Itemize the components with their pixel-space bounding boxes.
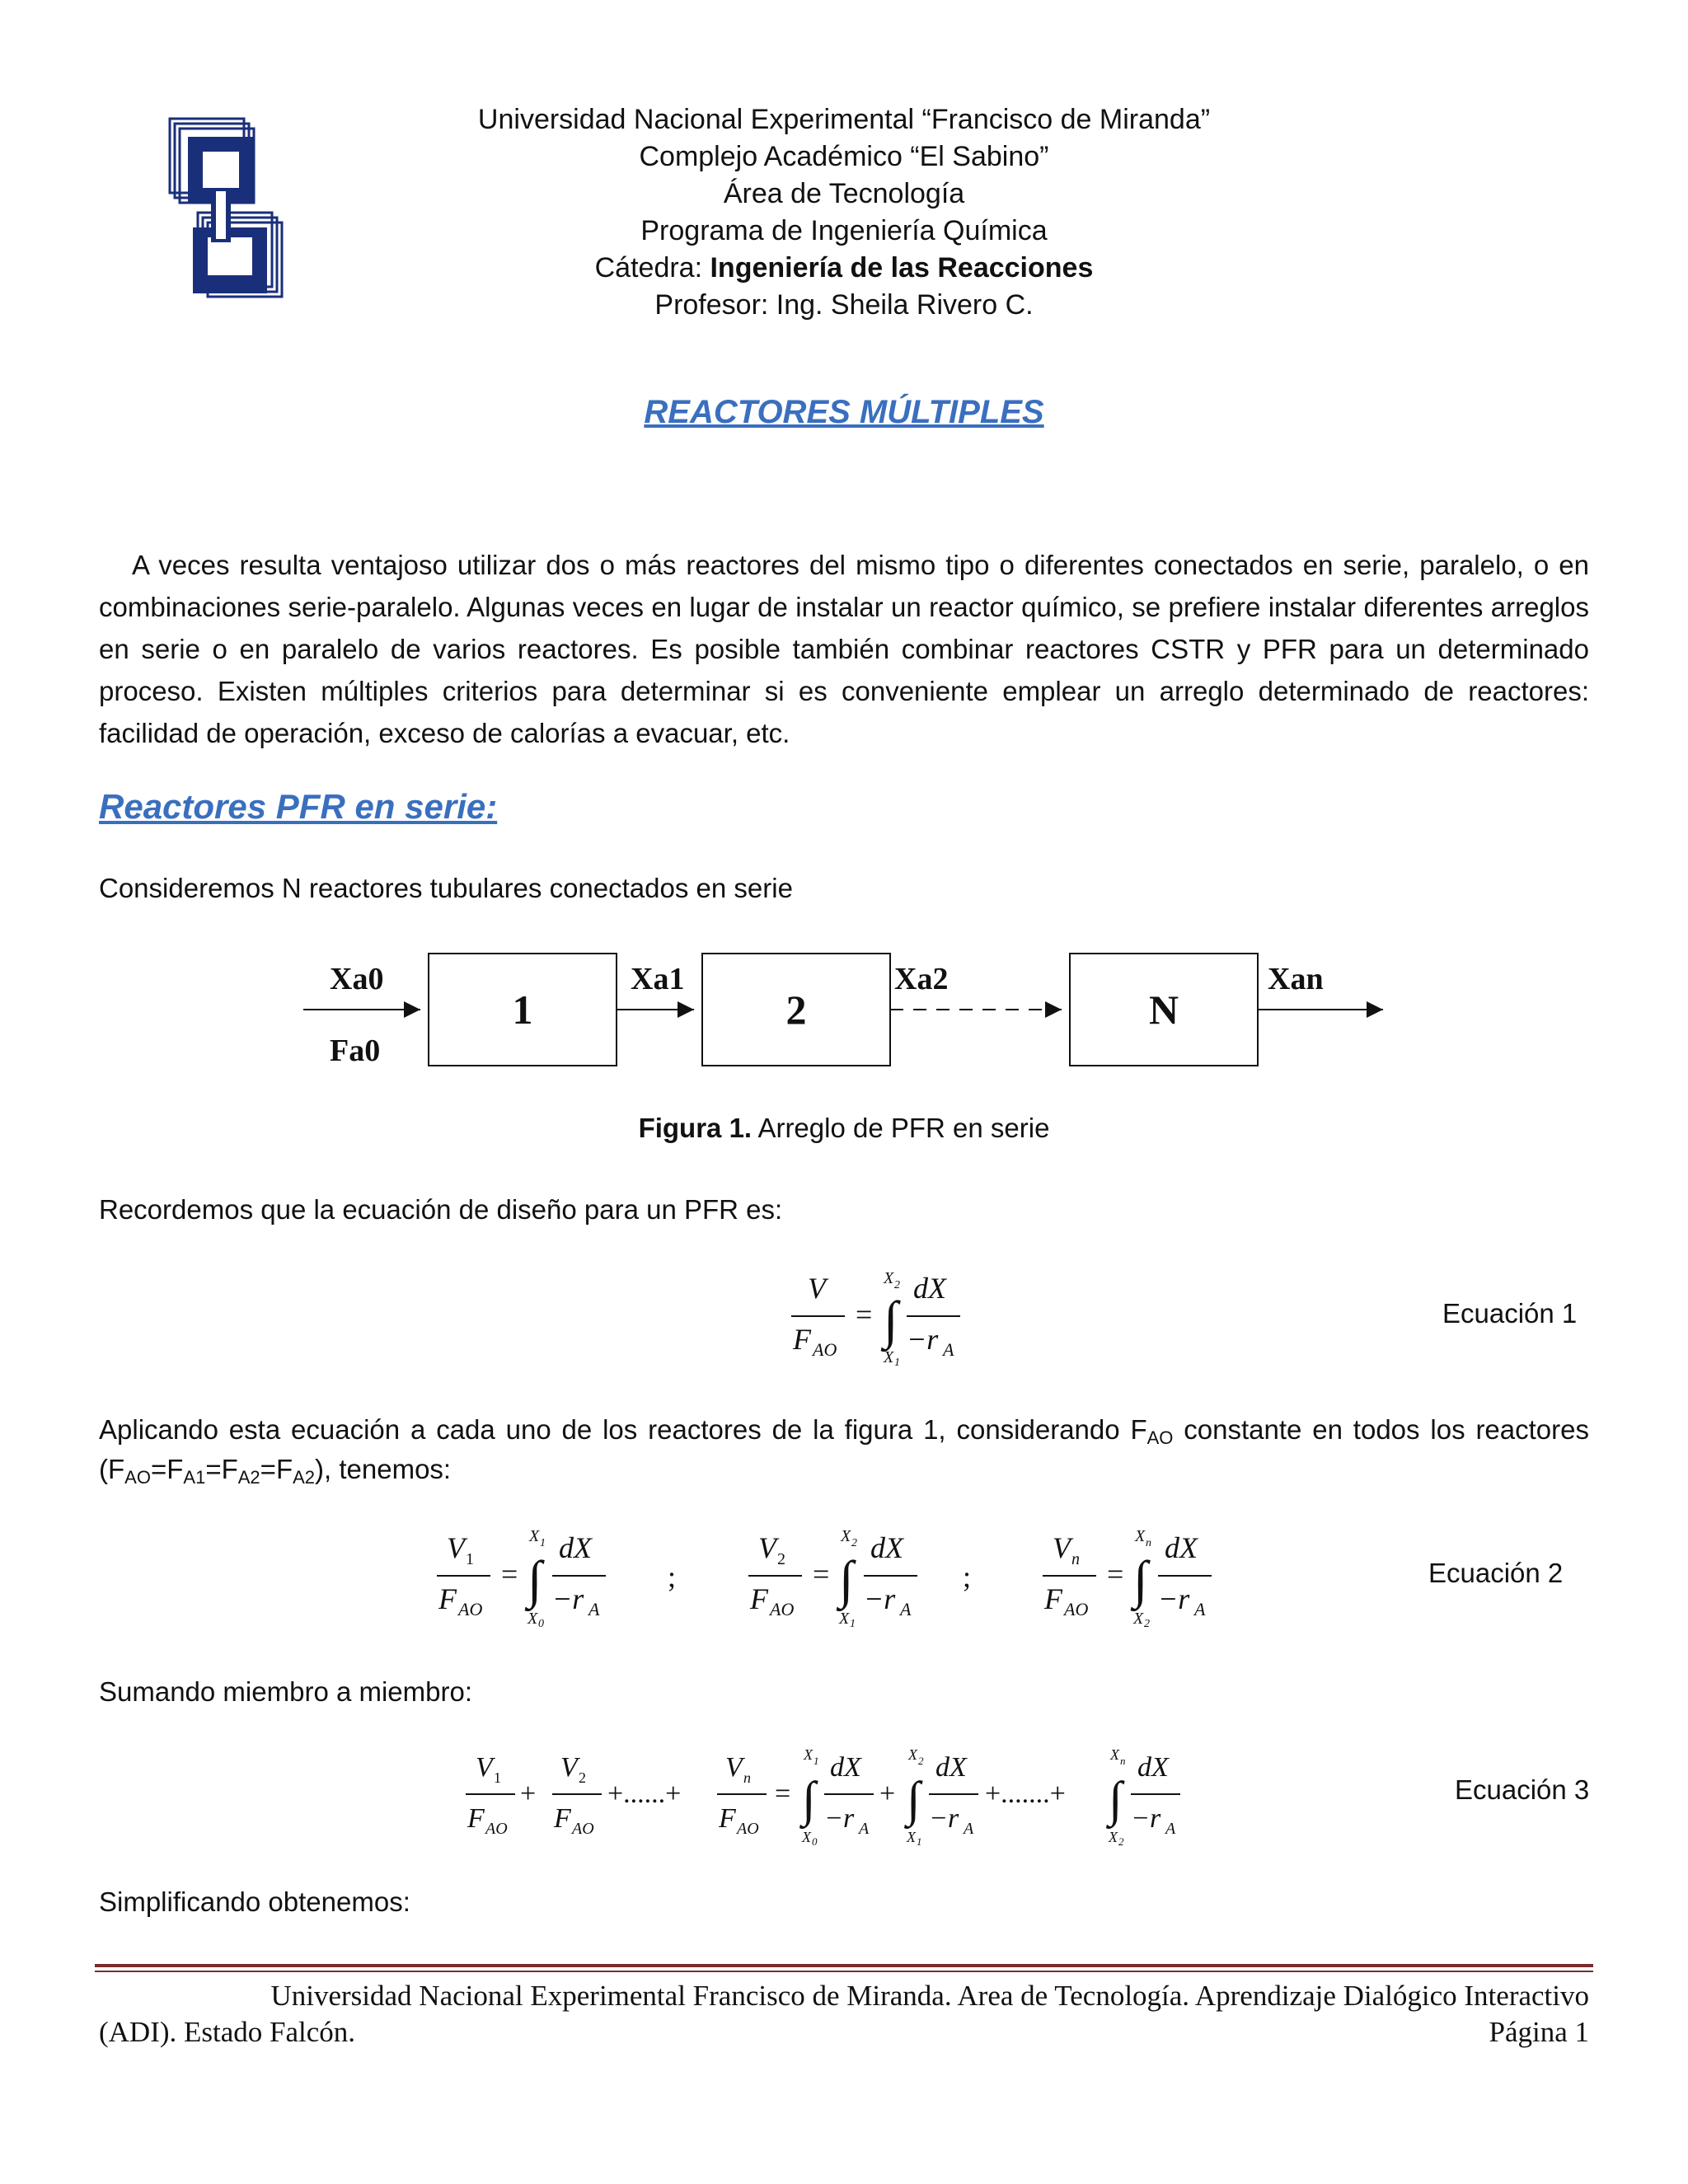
apply-sub-ao: AO [1146,1427,1174,1448]
equation-2-label: Ecuación 2 [1428,1558,1564,1588]
svg-text:AO: AO [737,1820,759,1838]
svg-text:0: 0 [812,1835,818,1848]
header-line-chair [0,250,1688,287]
reactor-2-label: 2 [785,987,807,1033]
simplify-text: Simplificando obtenemos: [99,1886,410,1917]
svg-text:V: V [476,1752,493,1783]
reactor-n-label: N [1148,987,1179,1033]
apply-sub-a2: A2 [237,1467,260,1488]
equation-2 [429,1525,1236,1632]
caption-text: Arreglo de PFR en serie [752,1113,1050,1143]
svg-text:A: A [900,1599,912,1619]
svg-text:AO: AO [770,1599,795,1619]
equation-1-label: Ecuación 1 [1442,1298,1578,1329]
svg-text:=: = [775,1779,791,1809]
svg-text:1: 1 [917,1835,922,1848]
figure-caption [0,1113,1688,1144]
svg-text:AO: AO [458,1599,483,1619]
svg-text:2: 2 [579,1769,586,1786]
svg-text:n: n [1071,1550,1080,1568]
page-number: Página 1 [1489,2016,1589,2048]
svg-text:dX: dX [1137,1752,1169,1783]
svg-text:X: X [839,1610,850,1628]
svg-text:X: X [841,1527,851,1545]
svg-text:X: X [804,1746,813,1763]
equation-3-label: Ecuación 3 [1455,1774,1590,1805]
svg-text:−r: −r [1158,1582,1190,1615]
svg-text:1: 1 [850,1618,856,1630]
svg-text:∫: ∫ [1109,1772,1123,1826]
svg-text:A: A [859,1820,870,1838]
svg-text:X: X [529,1527,540,1545]
svg-text:A: A [1194,1599,1206,1619]
svg-text:−r: −r [824,1803,855,1834]
svg-text:−r: −r [1131,1803,1161,1834]
svg-text:F: F [1044,1582,1062,1615]
svg-text:F: F [793,1323,811,1356]
svg-text:;: ; [963,1560,972,1593]
svg-text:=: = [856,1298,873,1331]
svg-text:F: F [438,1582,457,1615]
footer-institution-tail: (ADI). Estado Falcón. [99,2016,356,2048]
svg-text:V: V [808,1272,826,1305]
svg-text:1: 1 [894,1357,900,1369]
header-line-program: Programa de Ingeniería Química [640,215,1048,246]
sum-text: Sumando miembro a miembro: [99,1676,473,1707]
svg-text:+: + [879,1779,896,1809]
svg-text:dX: dX [559,1531,592,1564]
chair-prefix: Cátedra: [594,252,710,284]
svg-text:2: 2 [777,1550,785,1568]
svg-text:∫: ∫ [839,1550,854,1609]
svg-text:F: F [719,1803,736,1834]
apply-a: Aplicando esta ecuación a cada uno de los reactores de la figura 1, considerando F [99,1414,1147,1445]
svg-text:X: X [802,1829,811,1845]
recall-text: Recordemos que la ecuación de diseño para un PFR es: [99,1194,783,1225]
svg-text:+: + [520,1779,537,1809]
svg-text:AO: AO [572,1820,594,1838]
label-xa2: Xa2 [894,962,949,996]
svg-text:∫: ∫ [1133,1550,1148,1609]
svg-text:−r: −r [907,1323,939,1356]
svg-text:2: 2 [894,1279,900,1291]
svg-text:=: = [1107,1558,1124,1591]
apply-c1: (F [99,1454,125,1484]
svg-text:A: A [943,1339,954,1360]
svg-text:V: V [725,1752,743,1783]
svg-text:0: 0 [538,1618,544,1630]
svg-text:dX: dX [913,1272,946,1305]
svg-text:n: n [743,1769,751,1786]
svg-text:1: 1 [540,1537,546,1549]
footer-line2 [99,2014,1589,2050]
apply-text-line1 [99,1411,1589,1456]
svg-text:=: = [501,1558,518,1591]
apply-sub-ao-2: AO [124,1467,151,1488]
svg-text:2: 2 [918,1755,924,1767]
svg-text:∫: ∫ [907,1772,921,1826]
svg-text:;: ; [668,1560,677,1593]
apply-d3: =F [260,1454,293,1484]
svg-text:1: 1 [814,1755,819,1767]
svg-text:n: n [1146,1537,1151,1549]
svg-text:V: V [758,1531,776,1564]
svg-text:dX: dX [1165,1531,1198,1564]
svg-text:∫: ∫ [528,1550,542,1609]
chair-name: Ingeniería de las Reacciones [710,252,1094,284]
svg-text:dX: dX [830,1752,861,1783]
svg-text:dX: dX [935,1752,967,1783]
svg-text:X: X [528,1610,538,1628]
svg-text:X: X [1110,1746,1119,1763]
svg-text:+......+: +......+ [607,1779,682,1809]
svg-text:X: X [908,1746,917,1763]
apply-d1: =F [150,1454,184,1484]
intro-paragraph [99,544,1589,754]
equation-3 [457,1743,1224,1850]
svg-text:X: X [907,1829,916,1845]
svg-text:X: X [1135,1527,1146,1545]
svg-text:F: F [750,1582,768,1615]
svg-text:A: A [964,1820,974,1838]
footer-rule-top [95,1964,1593,1967]
svg-text:∫: ∫ [884,1291,898,1349]
apply-e: ), tenemos: [315,1454,452,1484]
svg-text:1: 1 [494,1769,501,1786]
reactor-1-label: 1 [512,987,533,1033]
svg-text:∫: ∫ [802,1772,816,1826]
caption-bold: Figura 1. [638,1113,753,1143]
footer-line1: Universidad Nacional Experimental Francisco de Miranda. Area de Tecnología. Aprendizaje Dialógico Interactivo [270,1980,1589,2012]
svg-text:2: 2 [1144,1618,1150,1630]
svg-text:2: 2 [851,1537,857,1549]
label-fa0: Fa0 [330,1033,381,1068]
svg-text:A: A [588,1599,600,1619]
section-heading: Reactores PFR en serie: [99,787,498,826]
footer-rule-bottom [95,1971,1593,1972]
svg-text:AO: AO [1064,1599,1089,1619]
svg-text:2: 2 [1118,1835,1124,1848]
svg-text:F: F [467,1803,485,1834]
svg-text:F: F [554,1803,571,1834]
svg-text:+.......+: +.......+ [985,1779,1066,1809]
apply-d2: =F [205,1454,238,1484]
header-line-university: Universidad Nacional Experimental “Francisco de Miranda” [477,104,1211,135]
svg-text:−r: −r [929,1803,959,1834]
svg-text:AO: AO [485,1820,508,1838]
svg-text:−r: −r [864,1582,896,1615]
consider-text: Consideremos N reactores tubulares conectados en serie [99,873,793,903]
label-xa0: Xa0 [330,962,384,996]
svg-text:1: 1 [466,1550,474,1568]
apply-text-line2 [99,1451,451,1496]
header-line-professor: Profesor: Ing. Sheila Rivero C. [654,289,1034,321]
header-line-complex: Complejo Académico “El Sabino” [639,141,1049,172]
label-xa1: Xa1 [631,962,685,996]
svg-text:V: V [1053,1531,1071,1564]
page-title: REACTORES MÚLTIPLES [644,394,1044,430]
svg-text:=: = [813,1558,830,1591]
label-xan: Xan [1268,962,1324,996]
svg-text:V: V [447,1531,465,1564]
header-line-area: Área de Tecnología [723,178,965,209]
svg-text:X: X [1109,1829,1118,1845]
svg-text:n: n [1120,1755,1126,1767]
intro-text: A veces resulta ventajoso utilizar dos o más reactores del mismo tipo o diferentes conectados en serie, paralelo, o en combinaciones serie-paralelo. Algunas veces en lugar de instalar un reactor químico, se prefiere instalar diferentes arreglos en serie o en paralelo de varios reactores. Es posible también combinar reactores CSTR y PFR para un determinado proceso. Existen múltiples criterios para determinar si es conveniente emplear un arreglo determinado de reactores: facilidad de operación, exceso de calorías a evacuar, etc. [99,550,1589,748]
apply-b: constante en todos los reactores [1173,1414,1589,1445]
svg-text:X: X [884,1269,894,1287]
svg-text:−r: −r [552,1582,584,1615]
apply-sub-a2-2: A2 [293,1467,316,1488]
svg-text:AO: AO [813,1339,837,1360]
svg-text:A: A [1165,1820,1176,1838]
svg-text:X: X [884,1348,894,1366]
equation-1 [783,1265,973,1372]
svg-text:X: X [1133,1610,1144,1628]
apply-sub-a1: A1 [183,1467,206,1488]
svg-text:dX: dX [870,1531,903,1564]
svg-text:V: V [560,1752,578,1783]
pfr-series-diagram [297,948,1393,1071]
